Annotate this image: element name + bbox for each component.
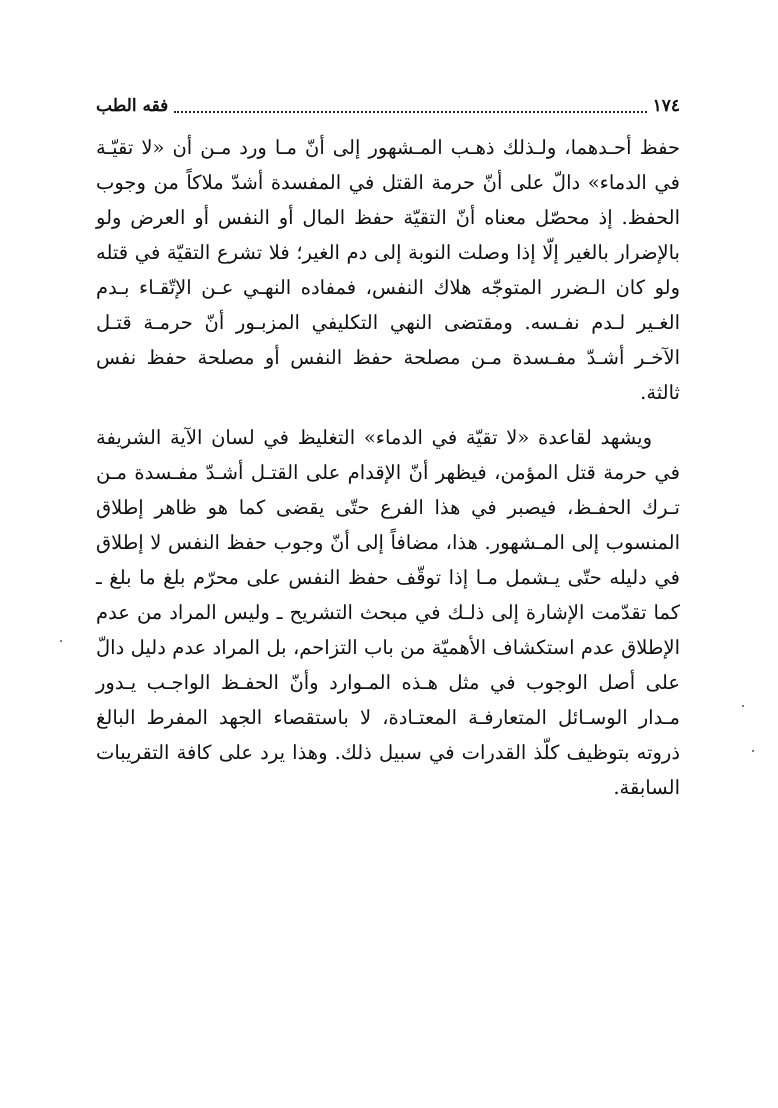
running-title: فقه الطب [96,96,169,116]
scan-speck [752,750,754,752]
running-header [96,92,680,120]
page-body [96,130,680,805]
paragraph-2: ويشهد لقاعدة «لا تقيّة في الدماء» التغليظ في لسان الآية الشريفة في حرمة قتل المؤمن، فيظهر أنّ الإقدام على القتـل أشـدّ مفـسدة مـن تـرك الحفـظ، فيصبر في هذا الفرع حتّى يقضى كما هو ظاهر إطلاق المنسوب إلى المـشهور. هذا، مضافاً إلى أنّ وجوب حفظ النفس لا إطلاق في دليله حتّى يـشمل مـا إذا توقّف حفظ النفس على محرّم بلغ ما بلغ ـ كما تقدّمت الإشارة إلى ذلـك في مبحث التشريح ـ وليس المراد من عدم الإطلاق عدم استكشاف الأهميّة من باب التزاحم، بل المراد عدم دليل دالّ على أصل الوجوب في مثل هـذه المـوارد وأنّ الحفـظ الواجـب يـدور مـدار الوسـائل المتعارفـة المعتـادة، لا باستقصاء الجهد المفرط البالغ ذروته بتوظيف كلّذ القدرات في سبيل ذلك. وهذا يرد على كافة التقريبات السابقة. [96,426,680,799]
dotted-leader [174,99,646,113]
scan-speck [60,640,62,642]
paragraph-1: حفظ أحـدهما، ولـذلك ذهـب المـشهور إلى أنّ مـا ورد مـن أن «لا تقيّـة في الدماء» دالّ على أنّ حرمة القتل في المفسدة أشدّ ملاكاً من وجوب الحفظ. إذ محصّل معناه أنّ التقيّة حفظ المال أو النفس أو العرض ولو بالإضرار بالغير إلّا إذا وصلت النوبة إلى دم الغير؛ فلا تشرع التقيّة في قتله ولو كان الـضرر المتوجّه هلاك النفس، فمفاده النهـي عـن الإتّقـاء بـدم الغـير لـدم نفـسه. ومقتضى النهي التكليفي المزبـور أنّ حرمـة قتـل الآخـر أشـدّ مفـسدة مـن مصلحة حفظ النفس أو مصلحة حفظ نفس ثالثة. [96,136,680,404]
scan-speck [742,705,744,707]
page-number: ١٧٤ [652,96,680,116]
